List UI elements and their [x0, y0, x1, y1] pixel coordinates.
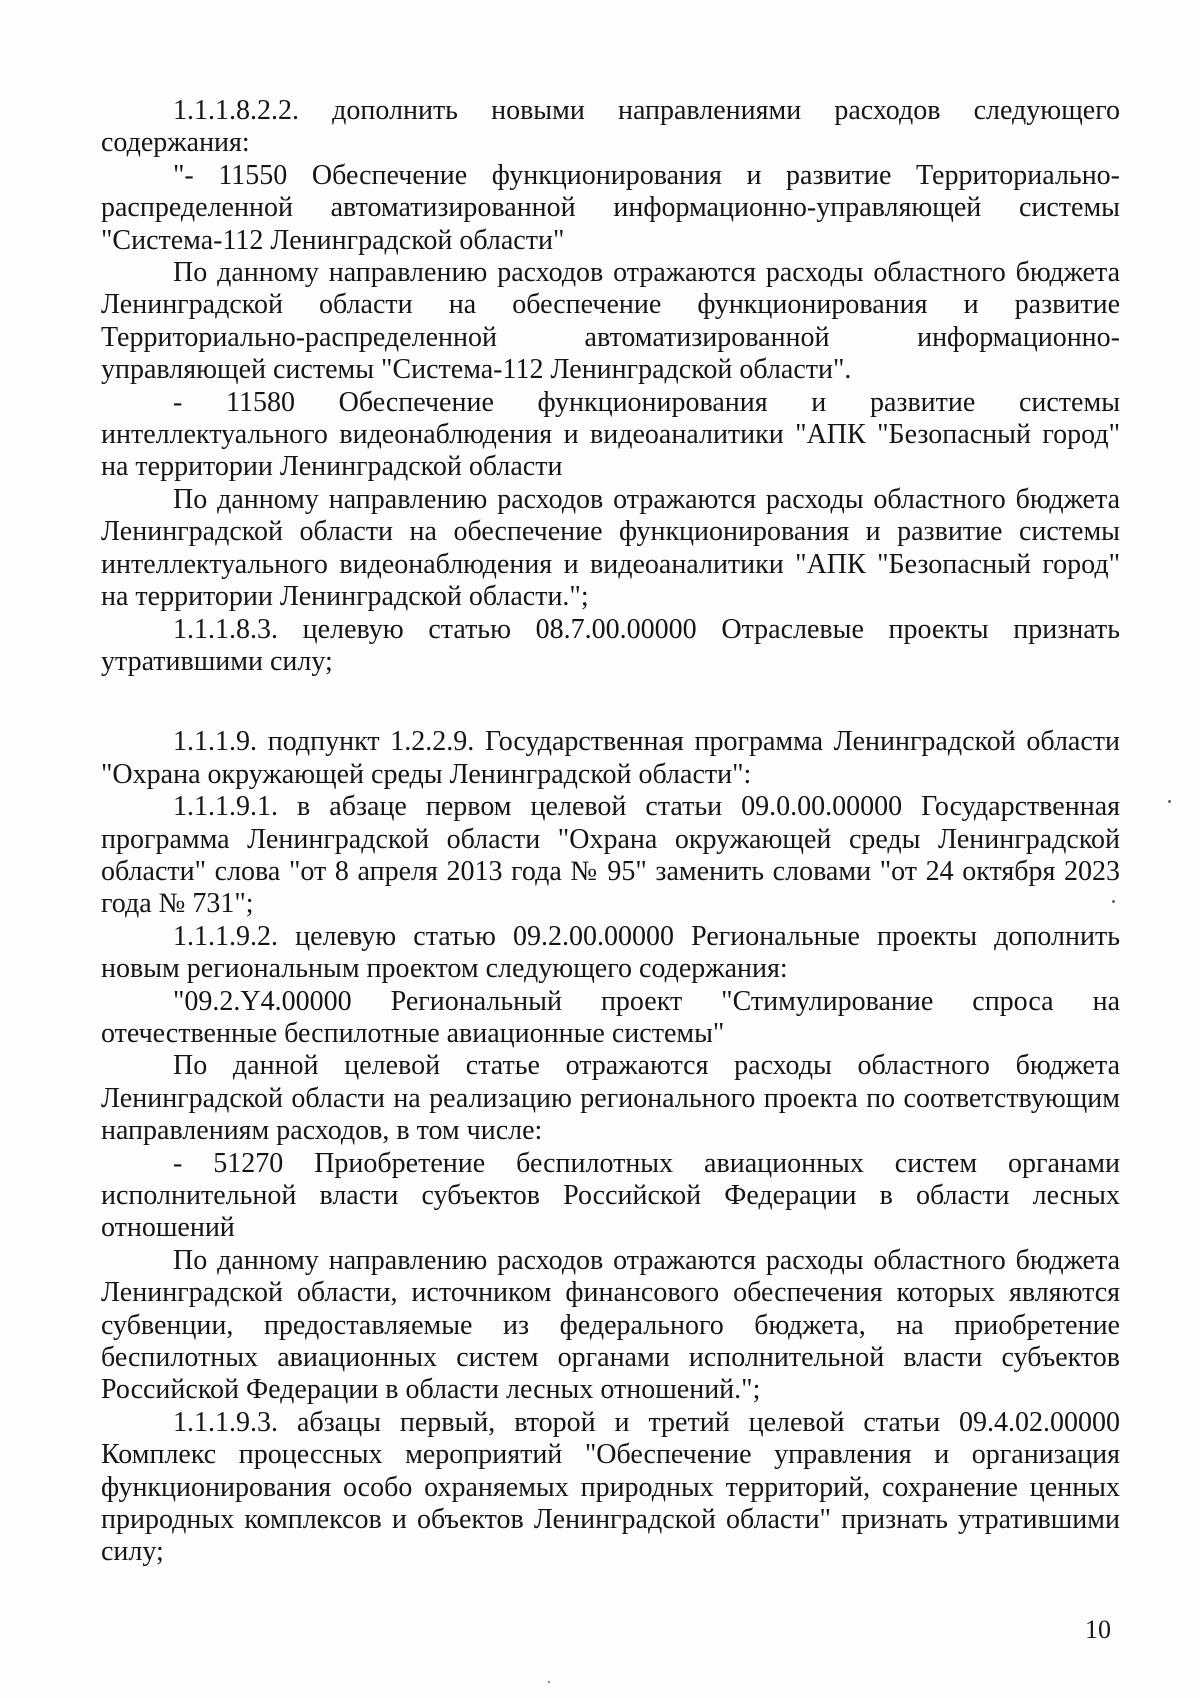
paragraph-1-1-1-8-3: 1.1.1.8.3. целевую статью 08.7.00.00000 Отраслевые проекты признать утратившими силу;	[101, 613, 1120, 677]
paragraph-item-11550: "- 11550 Обеспечение функционирования и развитие Территориально-распределенной автоматизированной информационно-управляющей системы "Система-112 Ленинградской области"	[101, 159, 1120, 256]
document-body	[101, 95, 1120, 1569]
scan-speck	[1112, 900, 1115, 903]
paragraph-11580-description: По данному направлению расходов отражаются расходы областного бюджета Ленинградской области на обеспечение функционирования и развитие системы интеллектуального видеонаблюдения и видеоаналитики "АПК "Безопасный город" на территории Ленинградской области.";	[101, 483, 1120, 613]
paragraph-11550-description: По данному направлению расходов отражаются расходы областного бюджета Ленинградской области на обеспечение функционирования и развитие Территориально-распределенной автоматизированной информационно-управляющей системы "Система-112 Ленинградской области".	[101, 257, 1120, 386]
paragraph-1-1-1-9-1: 1.1.1.9.1. в абзаце первом целевой статьи 09.0.00.00000 Государственная программа Ленинградской области "Охрана окружающей среды Ленинградской области" слова "от 8 апреля 2013 года № 95" заменить словами "от 24 октября 2023 года № 731";	[101, 791, 1120, 920]
paragraph-1-1-1-9-3: 1.1.1.9.3. абзацы первый, второй и третий целевой статьи 09.4.02.00000 Комплекс процессных мероприятий "Обеспечение управления и организация функционирования особо охраняемых природных территорий, сохранение ценных природных комплексов и объектов Ленинградской области" признать утратившими силу;	[101, 1406, 1120, 1568]
section-gap	[101, 678, 1120, 726]
paragraph-project-09-2-y4: "09.2.Y4.00000 Региональный проект "Стимулирование спроса на отечественные беспилотные авиационные системы"	[101, 985, 1120, 1049]
scan-speck	[1168, 800, 1171, 803]
paragraph-1-1-1-9: 1.1.1.9. подпункт 1.2.2.9. Государственная программа Ленинградской области "Охрана окружающей среды Ленинградской области":	[101, 726, 1120, 790]
scan-speck	[548, 1681, 550, 1683]
paragraph-51270-description: По данному направлению расходов отражаются расходы областного бюджета Ленинградской области, источником финансового обеспечения которых являются субвенции, предоставляемые из федерального бюджета, на приобретение беспилотных авиационных систем органами исполнительной власти субъектов Российской Федерации в области лесных отношений.";	[101, 1244, 1120, 1406]
paragraph-1-1-1-8-2-2: 1.1.1.8.2.2. дополнить новыми направлениями расходов следующего содержания:	[101, 95, 1120, 159]
page-number: 10	[1085, 1615, 1111, 1644]
paragraph-1-1-1-9-2: 1.1.1.9.2. целевую статью 09.2.00.00000 Региональные проекты дополнить новым региональным проектом следующего содержания:	[101, 920, 1120, 985]
paragraph-item-51270: - 51270 Приобретение беспилотных авиационных систем органами исполнительной власти субъектов Российской Федерации в области лесных отношений	[101, 1147, 1120, 1244]
paragraph-project-description: По данной целевой статье отражаются расходы областного бюджета Ленинградской области на реализацию регионального проекта по соответствующим направлениям расходов, в том числе:	[101, 1050, 1120, 1147]
paragraph-item-11580: - 11580 Обеспечение функционирования и развитие системы интеллектуального видеонаблюдения и видеоаналитики "АПК "Безопасный город" на территории Ленинградской области	[101, 386, 1120, 483]
